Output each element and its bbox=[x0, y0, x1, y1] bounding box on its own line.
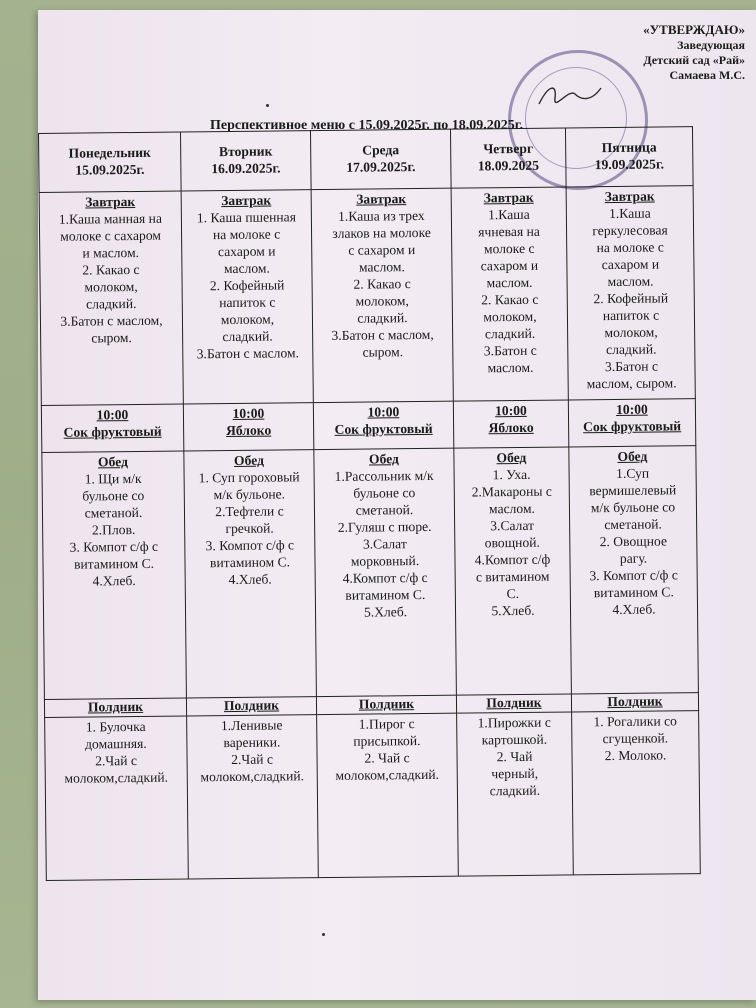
poldnik-title: Полдник bbox=[316, 695, 456, 714]
menu-item-line: 1.Пирожки с bbox=[477, 714, 551, 731]
menu-item-line: 4.Хлеб. bbox=[612, 601, 656, 617]
page-title: Перспективное меню с 15.09.2025г. по 18.09.2025г. bbox=[210, 118, 524, 133]
menu-item-line: витамином С. bbox=[345, 586, 426, 603]
menu-item-line: 5.Хлеб. bbox=[363, 604, 408, 620]
menu-item-line: 1.Рассольник м/к bbox=[334, 467, 434, 484]
menu-item-line: маслом. bbox=[487, 359, 534, 376]
menu-item-line: с сахаром и bbox=[348, 242, 416, 258]
menu-item-line: 2. Кофейный bbox=[209, 277, 285, 294]
poldnik-cell bbox=[317, 713, 459, 877]
menu-item-line: маслом, сыром. bbox=[586, 375, 677, 392]
menu-item-line: сахаром и bbox=[601, 256, 660, 273]
menu-item-line: сладкий. bbox=[606, 341, 657, 357]
snack-row bbox=[41, 399, 695, 453]
menu-item-line: вермишелевый bbox=[589, 482, 677, 499]
paper-dot bbox=[322, 933, 325, 936]
menu-item-line: 5.Хлеб. bbox=[491, 602, 535, 619]
menu-item-line: 4.Компот с/ф bbox=[474, 551, 551, 568]
poldnik-cell bbox=[187, 715, 319, 879]
menu-item-line: сахаром и bbox=[480, 257, 539, 274]
menu-item-line: 2. Какао с bbox=[82, 261, 140, 278]
menu-table bbox=[38, 126, 701, 881]
menu-item-line: 4.Хлеб. bbox=[92, 572, 136, 589]
menu-item-line: 1.Каша bbox=[608, 205, 651, 222]
breakfast-cell: Завтрак 1. Каша пшенная на молоке с сахаром и маслом. 2. Кофейный напиток с молоком, сладкий. 3.Батон с маслом. bbox=[181, 190, 313, 404]
menu-item-line: картошкой. bbox=[481, 731, 548, 748]
poldnik-title: Полдник bbox=[456, 694, 571, 713]
menu-item-line: молоком,сладкий. bbox=[64, 769, 169, 786]
snack-cell: 10:00 Сок фруктовый bbox=[41, 404, 183, 452]
lunch-cell: Обед 1.Рассольник м/к бульоне со сметаной. 2.Гуляш с пюре. 3.Салат морковный. 4.Компот с/ф с витамином С. 5.Хлеб. bbox=[314, 448, 457, 696]
menu-item-line: 1.Каша bbox=[487, 206, 530, 223]
menu-item-line: 2. Чай с bbox=[364, 750, 410, 766]
menu-item-line: молоке с сахаром bbox=[60, 227, 162, 244]
lunch-row bbox=[42, 446, 699, 700]
menu-item-line: маслом. bbox=[607, 273, 654, 289]
menu-item-line: сыром. bbox=[91, 329, 132, 346]
day-header: Понедельник 15.09.2025г. bbox=[39, 132, 182, 192]
menu-item-line: 1.Суп bbox=[616, 465, 650, 481]
menu-item-line: маслом. bbox=[358, 259, 405, 275]
menu-item-line: маслом. bbox=[488, 500, 535, 517]
menu-item-line: 3. Компот с/ф с bbox=[69, 538, 159, 555]
poldnik-title: Полдник bbox=[44, 698, 186, 717]
approval-line: Детский сад «Рай» bbox=[643, 53, 745, 68]
menu-item-line: геркулесовая bbox=[592, 222, 668, 239]
menu-item-line: сладкий. bbox=[222, 328, 273, 344]
menu-item-line: сгущенкой. bbox=[602, 730, 669, 747]
menu-item-line: молоком,сладкий. bbox=[335, 766, 440, 783]
poldnik-cell bbox=[457, 712, 574, 876]
signature-icon bbox=[535, 80, 605, 110]
menu-item-line: напиток с bbox=[602, 307, 660, 323]
poldnik-cell bbox=[572, 711, 701, 875]
approval-line: Заведующая bbox=[677, 38, 745, 53]
menu-item-line: на молоке с bbox=[596, 239, 664, 256]
menu-item-line: 3.Батон с bbox=[604, 358, 659, 374]
menu-item-line: молоком, bbox=[84, 278, 138, 295]
menu-item-line: витамином С. bbox=[209, 554, 291, 571]
menu-item-line: 2.Чай с bbox=[95, 752, 138, 769]
paper-dot bbox=[266, 104, 269, 107]
menu-item-line: молоком, bbox=[604, 324, 658, 340]
menu-item-line: 2. Чай bbox=[496, 748, 533, 765]
menu-item-line: сахаром и bbox=[217, 243, 276, 260]
menu-item-line: 2. Кофейный bbox=[593, 290, 669, 307]
menu-item-line: 1.Пирог с bbox=[358, 716, 415, 732]
menu-item-line: сметаной. bbox=[604, 516, 662, 533]
menu-item-line: м/к бульоне. bbox=[213, 486, 286, 503]
menu-item-line: 3.Батон с bbox=[483, 342, 537, 359]
menu-item-line: витамином С. bbox=[73, 555, 155, 572]
menu-item-line: гречкой. bbox=[225, 520, 274, 536]
menu-item-line: сладкий. bbox=[86, 295, 137, 312]
poldnik-title: Полдник bbox=[186, 697, 316, 716]
menu-item-line: бульоне со bbox=[353, 485, 416, 501]
menu-item-line: домашняя. bbox=[84, 735, 147, 752]
menu-item-line: 2.Чай с bbox=[231, 751, 274, 767]
menu-item-line: 1. Щи м/к bbox=[84, 470, 142, 487]
day-header: Четверг 18.09.2025 bbox=[450, 128, 566, 188]
menu-item-line: 3.Батон с маслом, bbox=[60, 312, 163, 329]
menu-item-line: 1. Каша пшенная bbox=[196, 209, 296, 226]
menu-item-line: 4.Компот с/ф с bbox=[342, 569, 428, 586]
menu-item-line: сметаной. bbox=[84, 504, 143, 521]
menu-item-line: 3.Батон с маслом. bbox=[196, 345, 300, 362]
menu-item-line: 2. Овощное bbox=[599, 533, 668, 550]
menu-item-line: и маслом. bbox=[82, 244, 140, 261]
menu-item-line: 3.Батон с маслом, bbox=[331, 326, 434, 343]
menu-item-line: сладкий. bbox=[357, 310, 408, 326]
menu-item-line: рагу. bbox=[619, 550, 648, 566]
lunch-cell: Обед 1. Суп гороховый м/к бульоне. 2.Тефтели с гречкой. 3. Компот с/ф с витамином С. 4.Хлеб. bbox=[184, 450, 317, 698]
menu-item-line: сыром. bbox=[362, 344, 404, 360]
day-header: Пятница 19.09.2025г. bbox=[565, 127, 693, 187]
menu-item-line: молоке с bbox=[483, 240, 535, 257]
snack-cell: 10:00 Яблоко bbox=[453, 400, 568, 448]
menu-item-line: маслом. bbox=[223, 260, 270, 276]
menu-item-line: вареники. bbox=[223, 734, 281, 751]
breakfast-cell: Завтрак 1.Каша манная на молоке с сахаром и маслом. 2. Какао с молоком, сладкий. 3.Батон с маслом, сыром. bbox=[39, 191, 183, 405]
menu-item-line: 1.Ленивые bbox=[220, 717, 283, 734]
menu-item-line: маслом. bbox=[486, 274, 533, 291]
snack-cell: 10:00 Сок фруктовый bbox=[568, 399, 695, 447]
breakfast-cell: Завтрак 1.Каша из трех злаков на молоке с сахаром и маслом. 2. Какао с молоком, сладкий. 3.Батон с маслом, сыром. bbox=[311, 188, 453, 402]
menu-item-line: 4.Хлеб. bbox=[228, 571, 272, 587]
menu-item-line: ячневая на bbox=[478, 223, 540, 240]
poldnik-title: Полдник bbox=[571, 693, 698, 712]
menu-item-line: м/к бульоне со bbox=[590, 499, 676, 516]
approval-heading: «УТВЕРЖДАЮ» bbox=[643, 22, 745, 37]
menu-item-line: черный, bbox=[491, 765, 539, 782]
menu-item-line: 1. Рогалики со bbox=[593, 713, 678, 730]
snack-cell: 10:00 Сок фруктовый bbox=[313, 401, 453, 449]
menu-item-line: молоком, bbox=[220, 311, 275, 327]
menu-item-line: сметаной. bbox=[355, 502, 414, 518]
menu-item-line: 3.Салат bbox=[362, 536, 407, 552]
menu-item-line: молоком,сладкий. bbox=[200, 768, 305, 785]
menu-item-line: морковный. bbox=[350, 552, 420, 569]
menu-item-line: злаков на молоке bbox=[332, 224, 431, 241]
approval-line: Самаева М.С. bbox=[669, 68, 745, 83]
menu-item-line: 3.Салат bbox=[490, 517, 535, 534]
menu-item-line: 1.Каша из трех bbox=[337, 207, 425, 224]
menu-item-line: 2. Молоко. bbox=[604, 747, 667, 764]
breakfast-cell: Завтрак 1.Каша ячневая на молоке с сахаром и маслом. 2. Какао с молоком, сладкий. 3.Батон с маслом. bbox=[451, 187, 568, 401]
menu-item-line: 3. Компот с/ф с bbox=[589, 567, 678, 584]
day-header: Среда 17.09.2025г. bbox=[310, 129, 451, 189]
menu-item-line: сладкий. bbox=[489, 782, 541, 799]
lunch-cell: Обед 1. Уха. 2.Макароны с маслом. 3.Салат овощной. 4.Компот с/ф с витамином С. 5.Хлеб. bbox=[454, 447, 572, 695]
menu-item-line: молоком, bbox=[483, 308, 537, 325]
menu-item-line: овощной. bbox=[484, 534, 540, 551]
poldnik-cell bbox=[45, 716, 189, 880]
menu-item-line: 1. Уха. bbox=[492, 466, 531, 483]
menu-item-line: 2. Какао с bbox=[481, 291, 539, 308]
menu-item-line: 3. Компот с/ф с bbox=[205, 537, 295, 554]
menu-item-line: С. bbox=[506, 585, 520, 601]
menu-item-line: с витамином bbox=[475, 568, 550, 585]
menu-item-line: сладкий. bbox=[484, 325, 536, 342]
menu-item-line: 2.Гуляш с пюре. bbox=[337, 518, 432, 535]
menu-item-line: витамином С. bbox=[593, 584, 674, 601]
menu-item-line: напиток с bbox=[219, 294, 276, 311]
menu-item-line: 1. Суп гороховый bbox=[198, 469, 300, 486]
breakfast-cell: Завтрак 1.Каша геркулесовая на молоке с сахаром и маслом. 2. Кофейный напиток с молоком, сладкий. 3.Батон с маслом, сыром. bbox=[566, 186, 695, 400]
menu-item-line: 2.Плов. bbox=[91, 521, 136, 538]
table-header-row bbox=[39, 127, 694, 193]
menu-item-line: 1.Каша манная на bbox=[58, 210, 163, 227]
lunch-cell: Обед 1. Щи м/к бульоне со сметаной. 2.Плов. 3. Компот с/ф с витамином С. 4.Хлеб. bbox=[42, 451, 187, 699]
poldnik-row bbox=[45, 711, 701, 881]
menu-item-line: присыпкой. bbox=[353, 732, 421, 749]
menu-item-line: 2.Макароны с bbox=[471, 483, 552, 500]
lunch-cell: Обед 1.Суп вермишелевый м/к бульоне со сметаной. 2. Овощное рагу. 3. Компот с/ф с витамином С. 4.Хлеб. bbox=[569, 446, 699, 694]
menu-item-line: молоком, bbox=[355, 293, 409, 309]
menu-item-line: на молоке с bbox=[212, 226, 281, 243]
breakfast-row bbox=[39, 186, 695, 406]
day-header: Вторник 16.09.2025г. bbox=[180, 131, 311, 191]
menu-item-line: 2.Тефтели с bbox=[215, 503, 284, 520]
menu-item-line: 2. Какао с bbox=[353, 276, 411, 292]
menu-item-line: 1. Булочка bbox=[85, 718, 146, 735]
menu-item-line: бульоне со bbox=[82, 487, 145, 504]
snack-cell: 10:00 Яблоко bbox=[183, 403, 313, 451]
